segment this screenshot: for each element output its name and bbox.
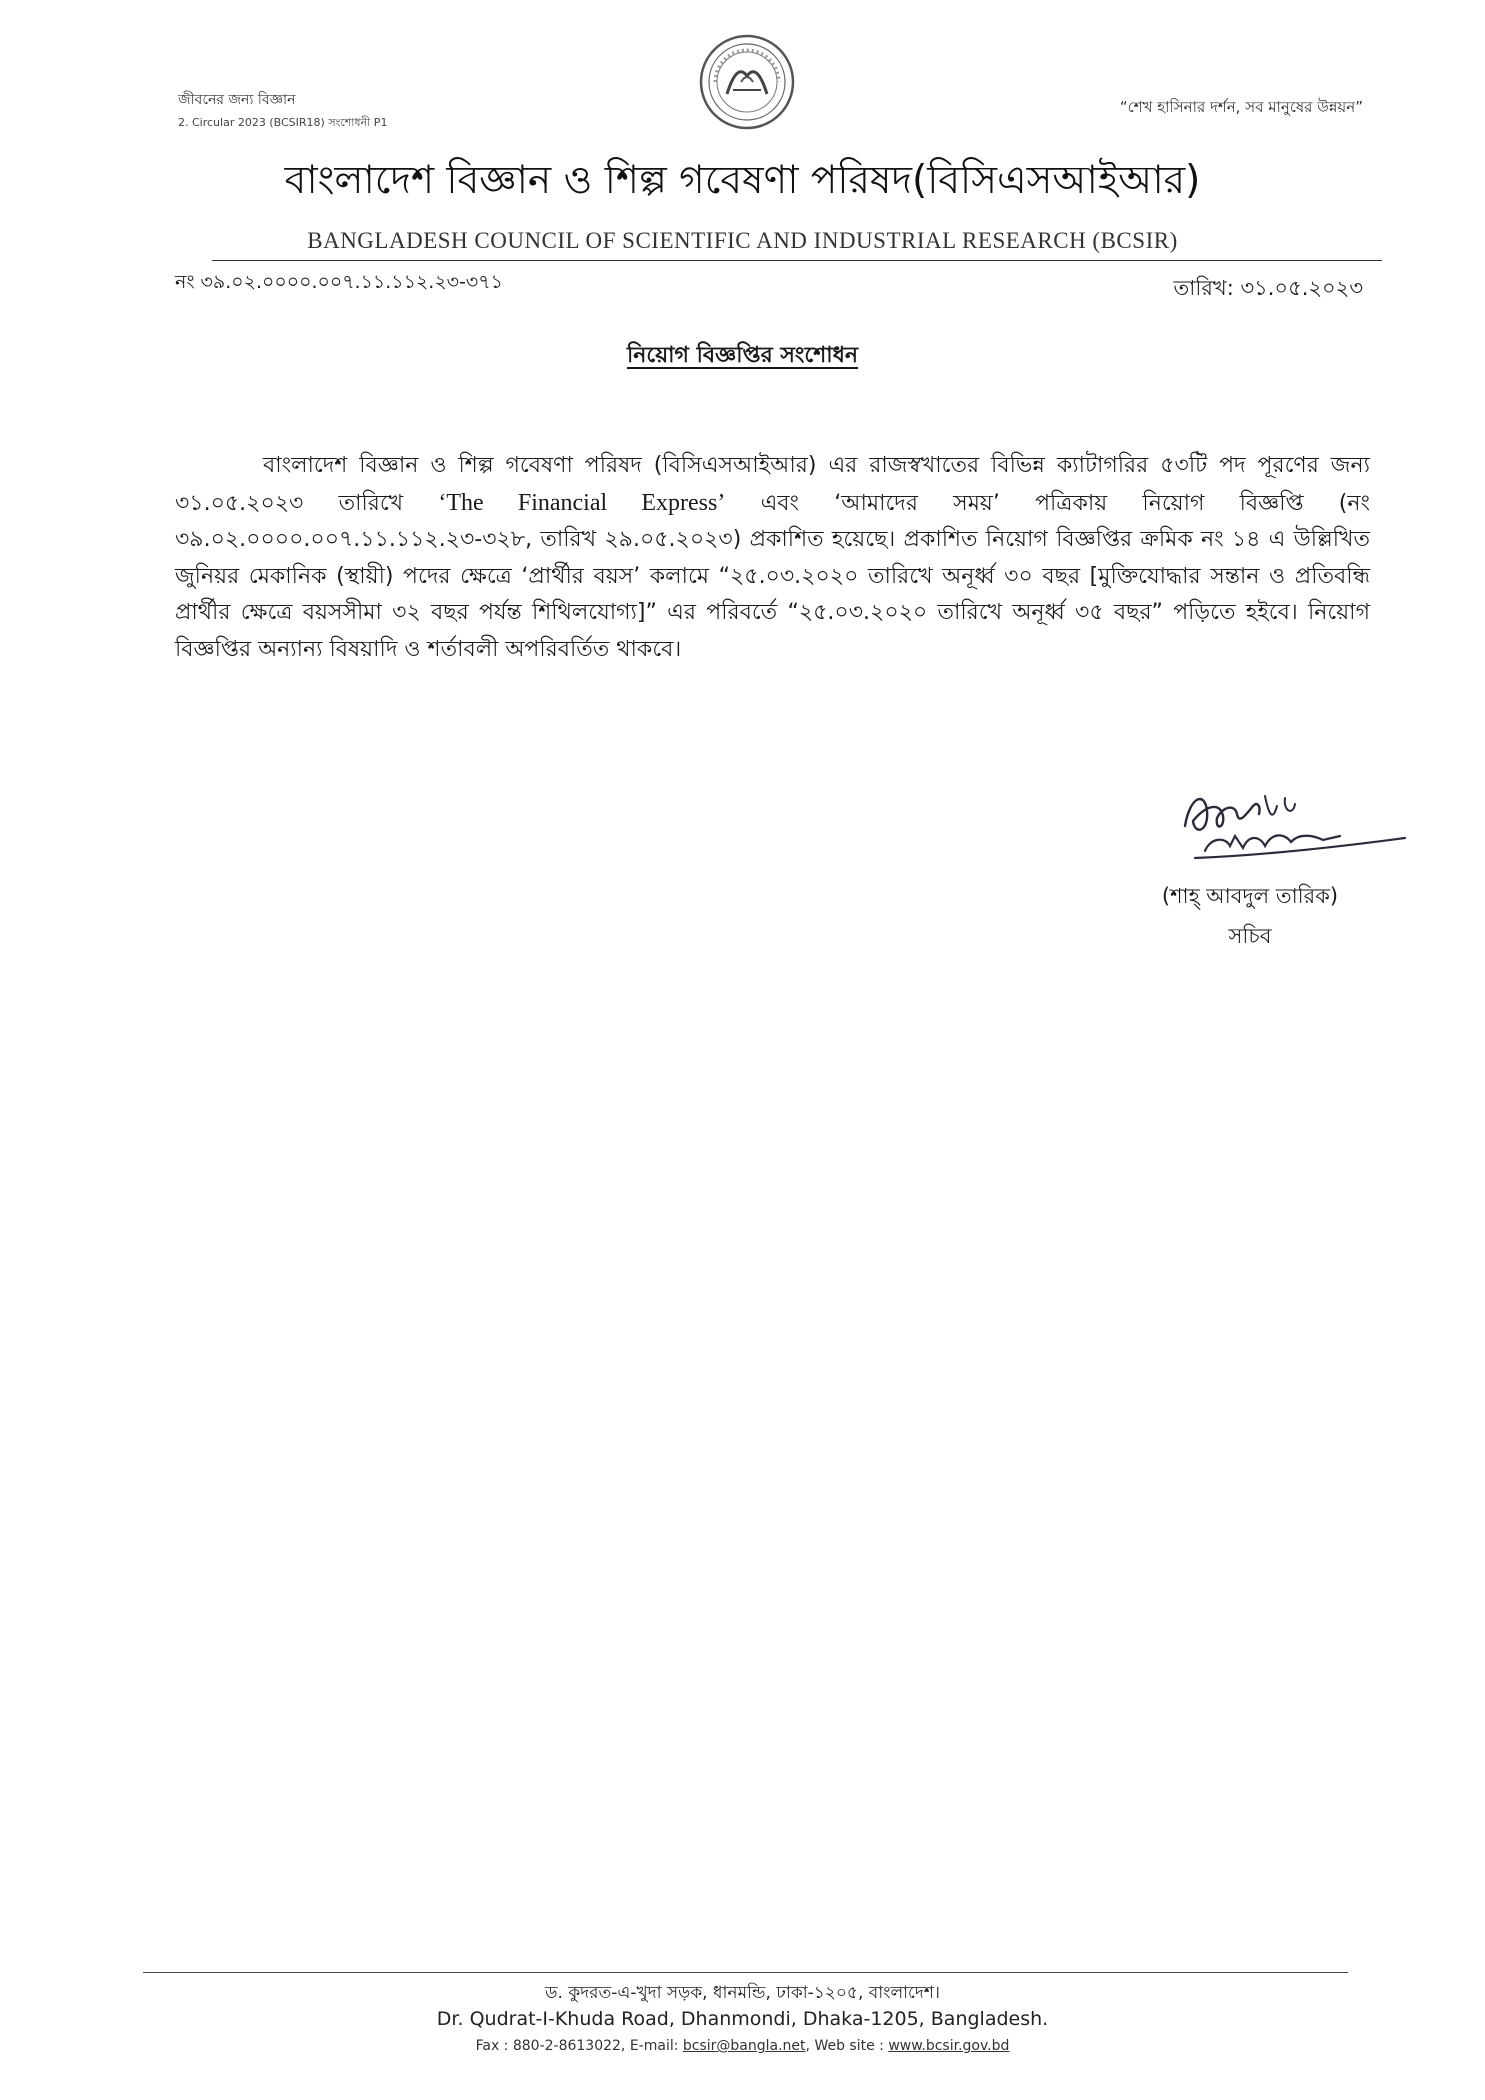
web-label: , Web site : (805, 2038, 884, 2054)
header-divider (212, 260, 1382, 261)
footer-divider (143, 1972, 1348, 1973)
org-name-bn: বাংলাদেশ বিজ্ঞান ও শিল্প গবেষণা পরিষদ(বিসিএসআইআর) (284, 158, 1201, 203)
motto-right: “শেখ হাসিনার দর্শন, সব মানুষের উন্নয়ন” (1119, 98, 1363, 116)
org-name-en: BANGLADESH COUNCIL OF SCIENTIFIC AND INDUSTRIAL RESEARCH (BCSIR) (307, 228, 1178, 253)
signatory-block (1105, 876, 1395, 956)
motto-left: জীবনের জন্য বিজ্ঞান (178, 92, 296, 108)
footer-contact (0, 2038, 1485, 2054)
signatory-name: (শাহ্ আবদুল তারিক) (1161, 884, 1339, 908)
signature (1165, 776, 1415, 886)
website-link[interactable]: www.bcsir.gov.bd (888, 2038, 1010, 2054)
memo-number: নং ৩৯.০২.০০০০.০০৭.১১.১১২.২৩-৩৭১ (175, 271, 503, 293)
signatory-designation: সচিব (1228, 924, 1272, 948)
body-paragraph (175, 448, 1370, 668)
footer-address-en: Dr. Qudrat-I-Khuda Road, Dhanmondi, Dhaka-1205, Bangladesh. (436, 2008, 1049, 2030)
body-text-part-2: এবং ‘আমাদের সময়’ পত্রিকায় নিয়োগ বিজ্ঞপ্তি (নং ৩৯.০২.০০০০.০০৭.১১.১১২.২৩-৩২৮, তারিখ ২৯.০৫.২০২৩) প্রকাশিত হয়েছে। প্রকাশিত নিয়োগ বিজ্ঞপ্তির ক্রমিক নং ১৪ এ উল্লিখিত জুনিয়র মেকানিক (স্থায়ী) পদের ক্ষেত্রে ‘প্রার্থীর বয়স’ কলামে “২৫.০৩.২০২০ তারিখে অনূর্ধ্ব ৩০ বছর [মুক্তিযোদ্ধার সন্তান ও প্রতিবন্ধি প্রার্থীর ক্ষেত্রে বয়সসীমা ৩২ বছর পর্যন্ত শিথিলযোগ্য]” এর পরিবর্তে “২৫.০৩.২০২০ তারিখে অনূর্ধ্ব ৩৫ বছর” পড়িতে হইবে। নিয়োগ বিজ্ঞপ্তির অন্যান্য বিষয়াদি ও শর্তাবলী অপরিবর্তিত থাকবে। (175, 490, 1370, 662)
memo-date: তারিখ: ৩১.০৫.২০২৩ (1173, 276, 1363, 300)
body-text-part-1: বাংলাদেশ বিজ্ঞান ও শিল্প গবেষণা পরিষদ (বিসিএসআইআর) এর রাজস্বখাতের বিভিন্ন ক্যাটাগরির ৫৩টি পদ পূরণের জন্য ৩১.০৫.২০২৩ তারিখে (175, 453, 1370, 516)
bcsir-seal-icon (697, 32, 797, 132)
newspaper-name: ‘The Financial Express’ (438, 489, 726, 516)
subject-heading: নিয়োগ বিজ্ঞপ্তির সংশোধন (626, 343, 859, 368)
circular-ref: 2. Circular 2023 (BCSIR18) সংশোধনী P1 (178, 116, 388, 129)
fax-label: Fax : 880-2-8613022, E-mail: (475, 2038, 679, 2054)
footer-address-bn: ড. কুদরত-এ-খুদা সড়ক, ধানমন্ডি, ঢাকা-১২০৫, বাংলাদেশ। (545, 1983, 940, 2003)
email-link[interactable]: bcsir@bangla.net (682, 2038, 806, 2054)
